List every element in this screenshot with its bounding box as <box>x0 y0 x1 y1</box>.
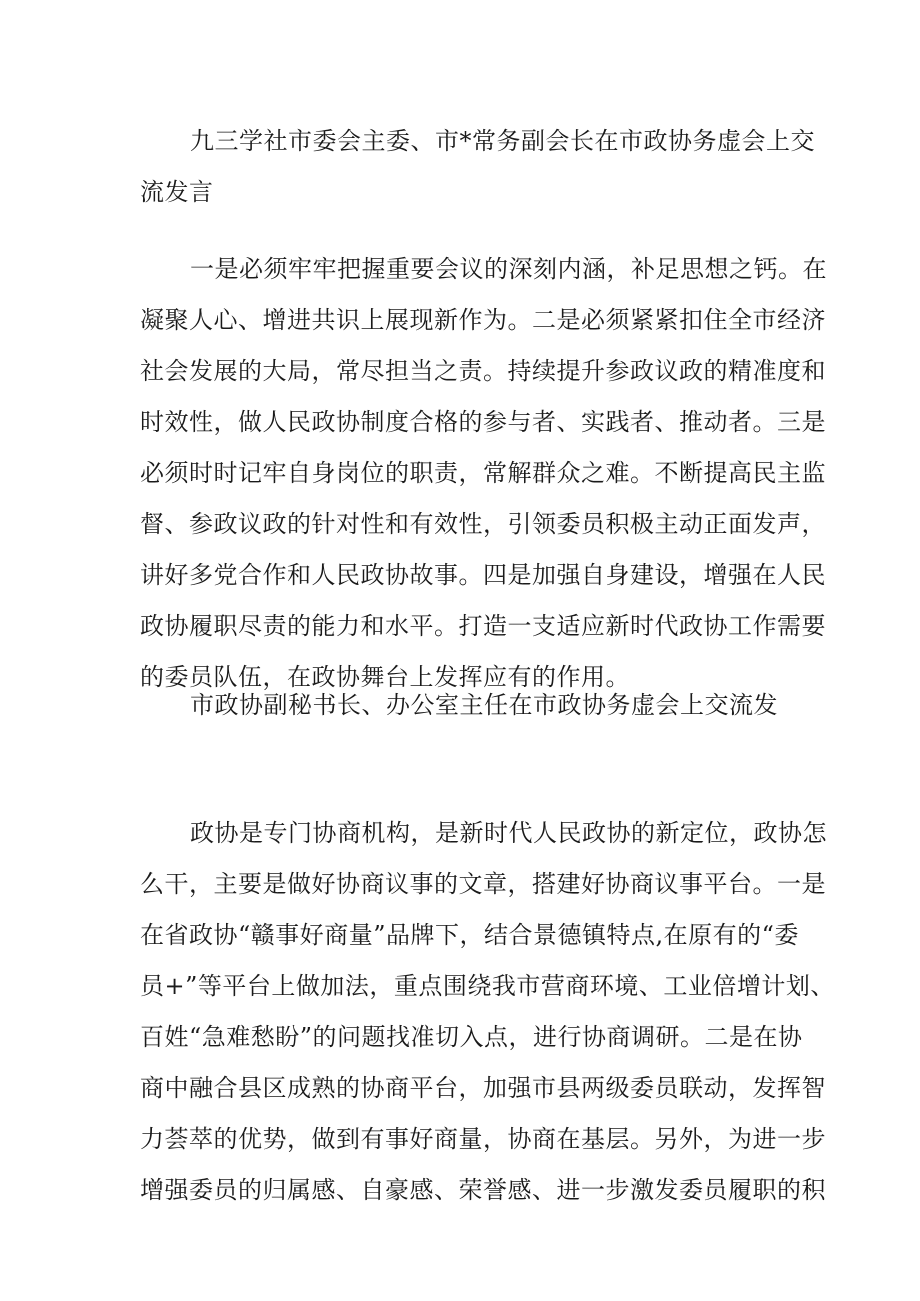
paragraph-line: 政协是专门协商机构，是新时代人民政协的新定位，政协怎 <box>190 819 827 847</box>
heading-line: 九三学社市委会主委、市*常务副会长在市政协务虚会上交 <box>190 127 815 155</box>
section-1-heading <box>140 116 815 218</box>
section-2-paragraph <box>140 808 835 1216</box>
paragraph-line: 商中融合县区成熟的协商平台，加强市县两级委员联动，发挥智 <box>140 1074 826 1102</box>
paragraph-line: 么干，主要是做好协商议事的文章，搭建好协商议事平台。一是 <box>140 870 826 898</box>
paragraph-line: 督、参政议政的针对性和有效性，引领委员积极主动正面发声， <box>140 510 826 538</box>
paragraph-line: 力荟萃的优势，做到有事好商量，协商在基层。另外，为进一步 <box>140 1125 826 1153</box>
heading-line: 市政协副秘书长、办公室主任在市政协务虚会上交流发 <box>190 691 778 719</box>
paragraph-line: 的委员队伍，在政协舞台上发挥应有的作用。 <box>140 663 630 691</box>
paragraph-line: 政协履职尽责的能力和水平。打造一支适应新时代政协工作需要 <box>140 612 826 640</box>
paragraph-line: 社会发展的大局，常尽担当之责。持续提升参政议政的精准度和 <box>140 357 826 385</box>
heading-line: 流发言 <box>140 178 214 206</box>
paragraph-line: 凝聚人心、增进共识上展现新作为。二是必须紧紧扣住全市经济 <box>140 306 826 334</box>
paragraph-line: 时效性，做人民政协制度合格的参与者、实践者、推动者。三是 <box>140 408 826 436</box>
section-1-paragraph <box>140 244 827 703</box>
paragraph-line: 讲好多党合作和人民政协故事。四是加强自身建设，增强在人民 <box>140 561 826 589</box>
paragraph-line: 必须时时记牢自身岗位的职责，常解群众之难。不断提高民主监 <box>140 459 826 487</box>
paragraph-line: 一是必须牢牢把握重要会议的深刻内涵，补足思想之钙。在 <box>190 255 827 283</box>
paragraph-line: 百姓“急难愁盼”的问题找准切入点，进行协商调研。二是在协 <box>140 1023 803 1051</box>
paragraph-line: 在省政协“赣事好商量”品牌下，结合景德镇特点,在原有的“委 <box>140 921 799 949</box>
paragraph-line: 增强委员的归属感、自豪感、荣誉感、进一步激发委员履职的积 <box>140 1176 826 1204</box>
paragraph-line: 员+”等平台上做加法，重点围绕我市营商环境、工业倍增计划、 <box>140 972 835 1000</box>
section-2-heading <box>140 680 790 731</box>
